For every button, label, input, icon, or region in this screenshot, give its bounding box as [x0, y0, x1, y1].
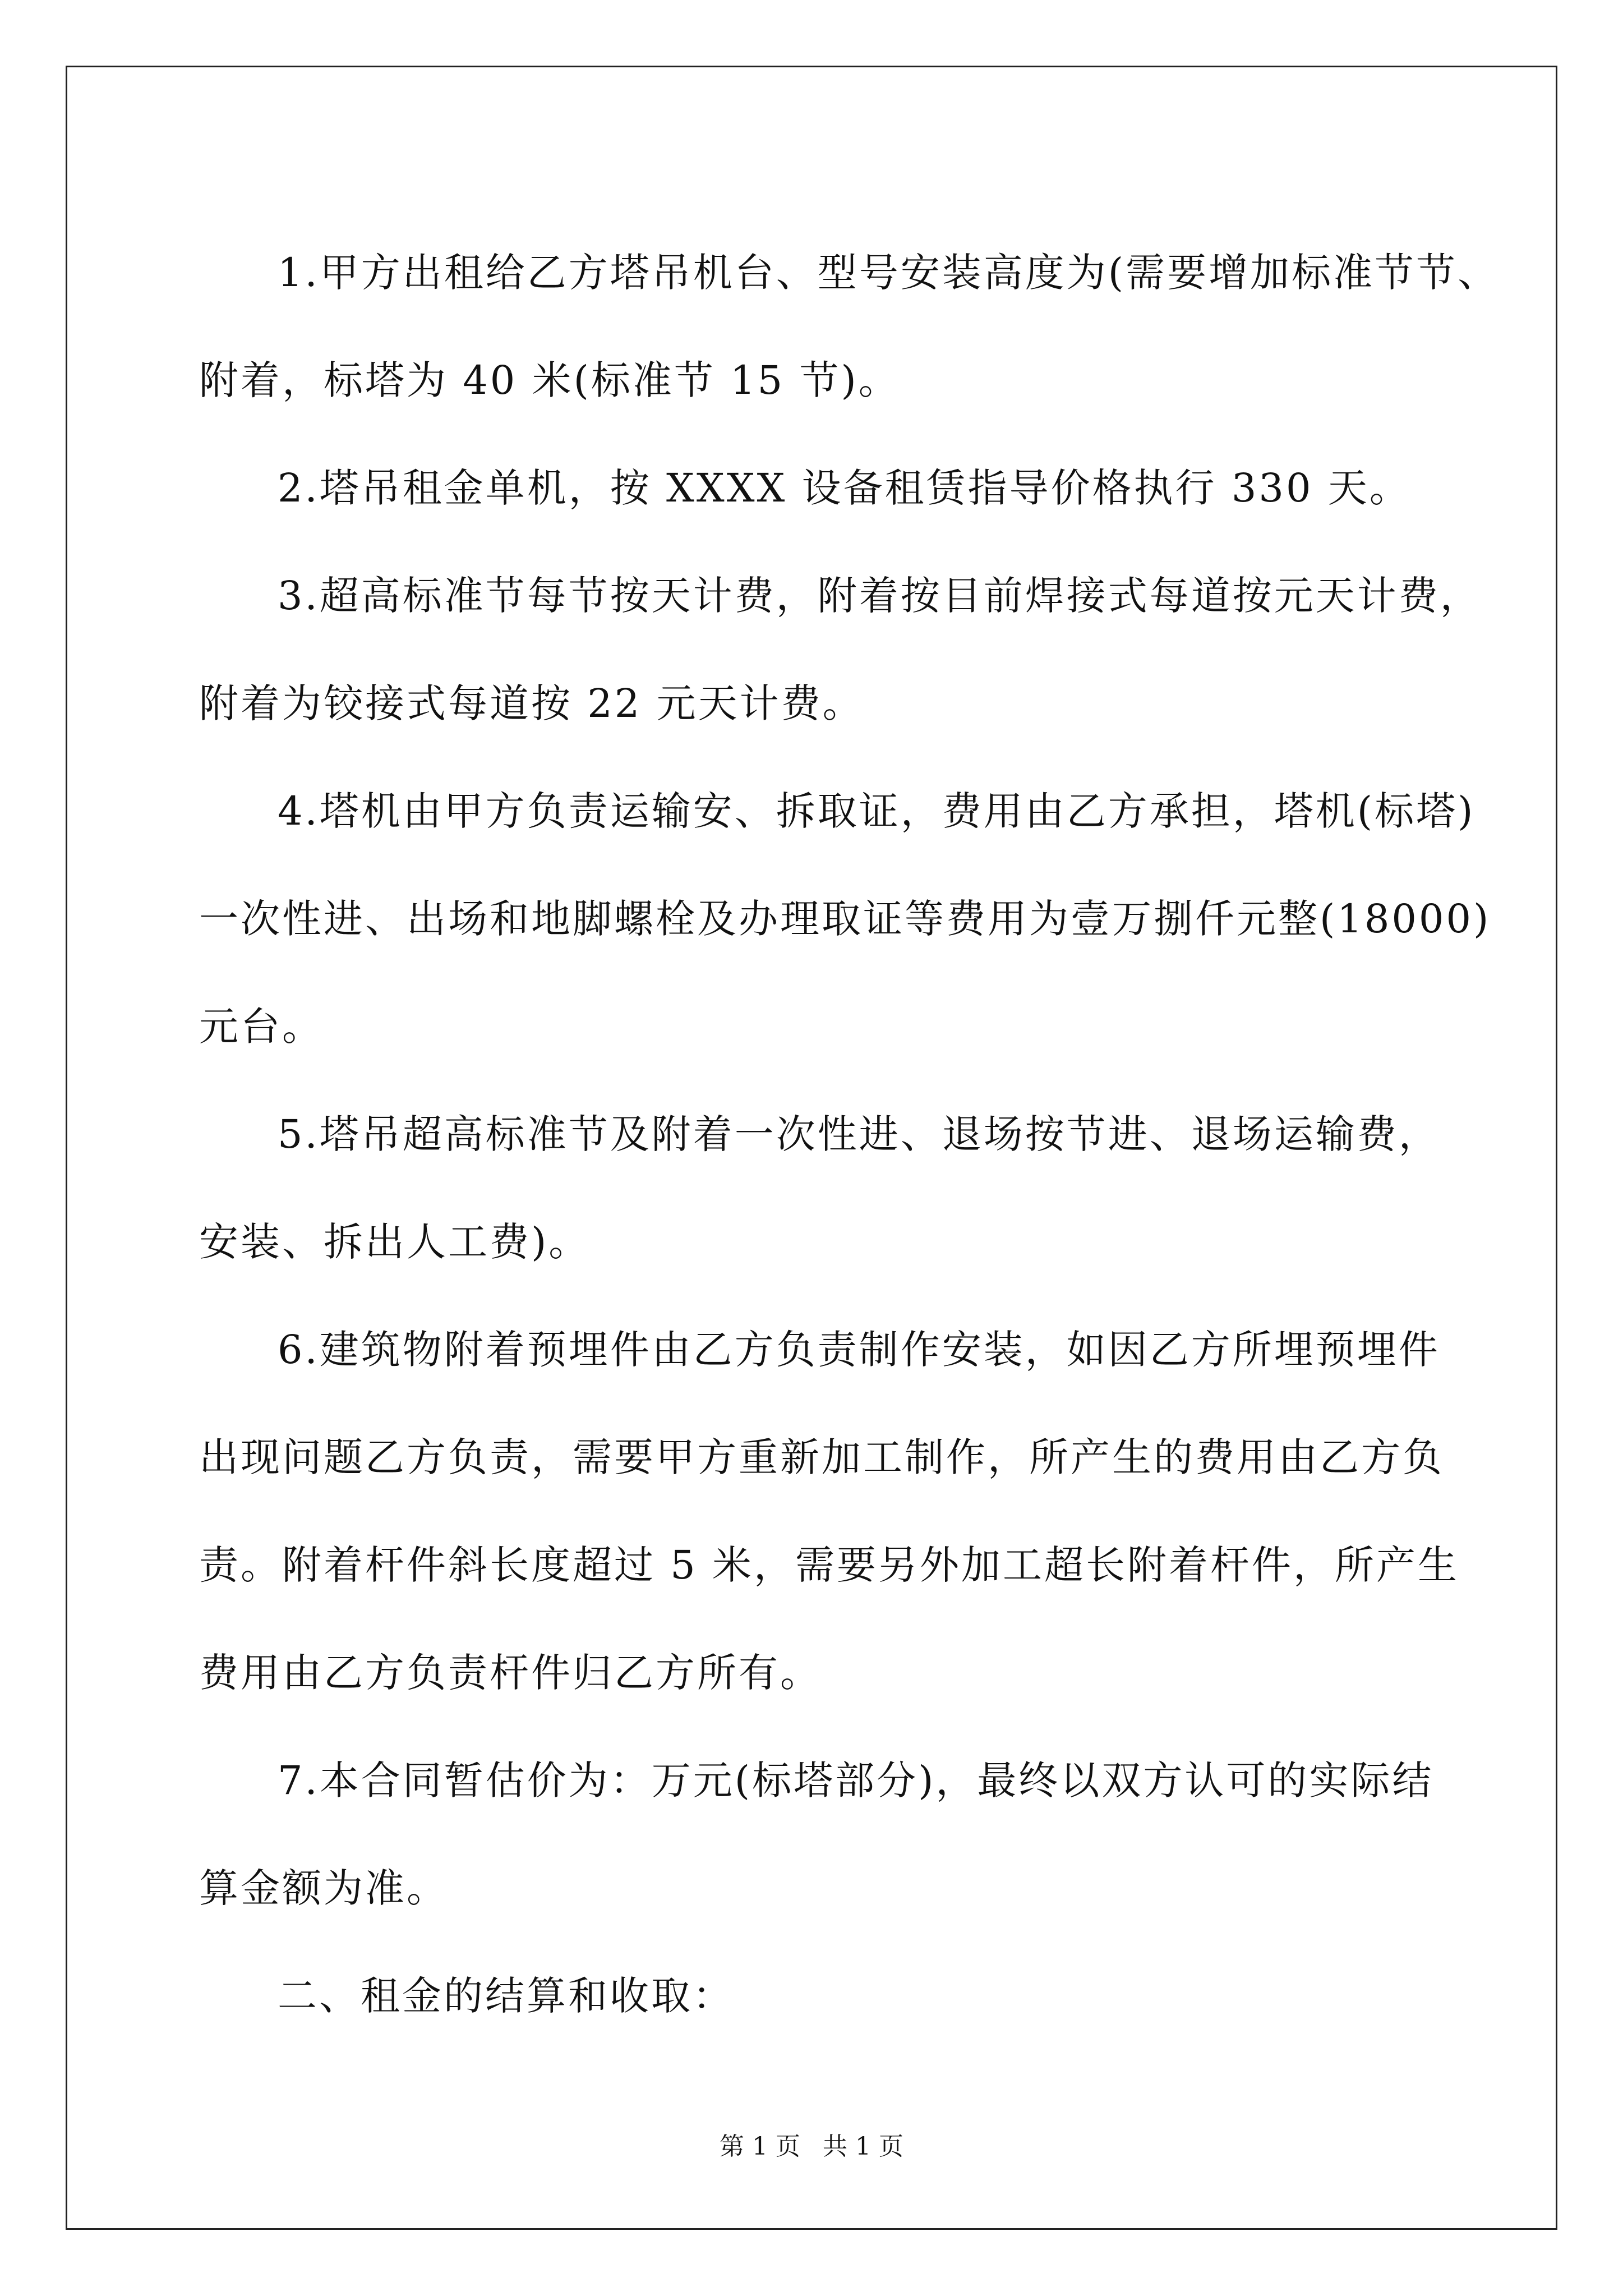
clause-6: [199, 1296, 1460, 1727]
clause-2: [199, 434, 1438, 542]
text-line: 3.超高标准节每节按天计费，附着按目前焊接式每道按元天计费，: [278, 573, 1482, 619]
text-line: 二、租金的结算和收取：: [278, 1973, 734, 2019]
clause-7: [199, 1727, 1438, 1942]
text-line: 7.本合同暂估价为：万元(标塔部分)，最终以双方认可的实际结: [278, 1757, 1434, 1803]
text-line: 责。附着杆件斜长度超过 5 米，需要另外加工超长附着杆件，所产生: [199, 1542, 1460, 1588]
text-line: 元台。: [199, 1004, 324, 1050]
text-line: 6.建筑物附着预埋件由乙方负责制作安装，如因乙方所埋预埋件: [278, 1327, 1440, 1373]
page-footer: [0, 2126, 1623, 2162]
text-line: 4.塔机由甲方负责运输安、拆取证，费用由乙方承担，塔机(标塔): [278, 788, 1476, 834]
clause-1: [199, 219, 1500, 434]
text-line: 一次性进、出场和地脚螺栓及办理取证等费用为壹万捌仟元整(18000): [199, 896, 1491, 942]
text-line: 附着，标塔为 40 米(标准节 15 节)。: [199, 357, 900, 403]
text-line: 5.塔吊超高标准节及附着一次性进、退场按节进、退场运输费，: [278, 1111, 1440, 1157]
page-number: 第 1 页: [720, 2132, 800, 2161]
document-body: [199, 219, 1500, 2050]
text-line: 出现问题乙方负责，需要甲方重新加工制作，所产生的费用由乙方负: [199, 1434, 1444, 1480]
text-line: 安装、拆出人工费)。: [199, 1219, 591, 1265]
text-line: 1.甲方出租给乙方塔吊机台、型号安装高度为(需要增加标准节节、: [278, 250, 1500, 296]
clause-4: [199, 757, 1491, 1080]
clause-3: [199, 542, 1482, 757]
text-line: 费用由乙方负责杆件归乙方所有。: [199, 1650, 822, 1696]
section-heading: [199, 1942, 1438, 2050]
clause-5: [199, 1080, 1438, 1296]
text-line: 附着为铰接式每道按 22 元天计费。: [199, 680, 864, 726]
text-line: 算金额为准。: [199, 1865, 448, 1911]
text-line: 2.塔吊租金单机，按 XXXX 设备租赁指导价格执行 330 天。: [278, 465, 1411, 511]
page-count: 共 1 页: [823, 2132, 903, 2161]
